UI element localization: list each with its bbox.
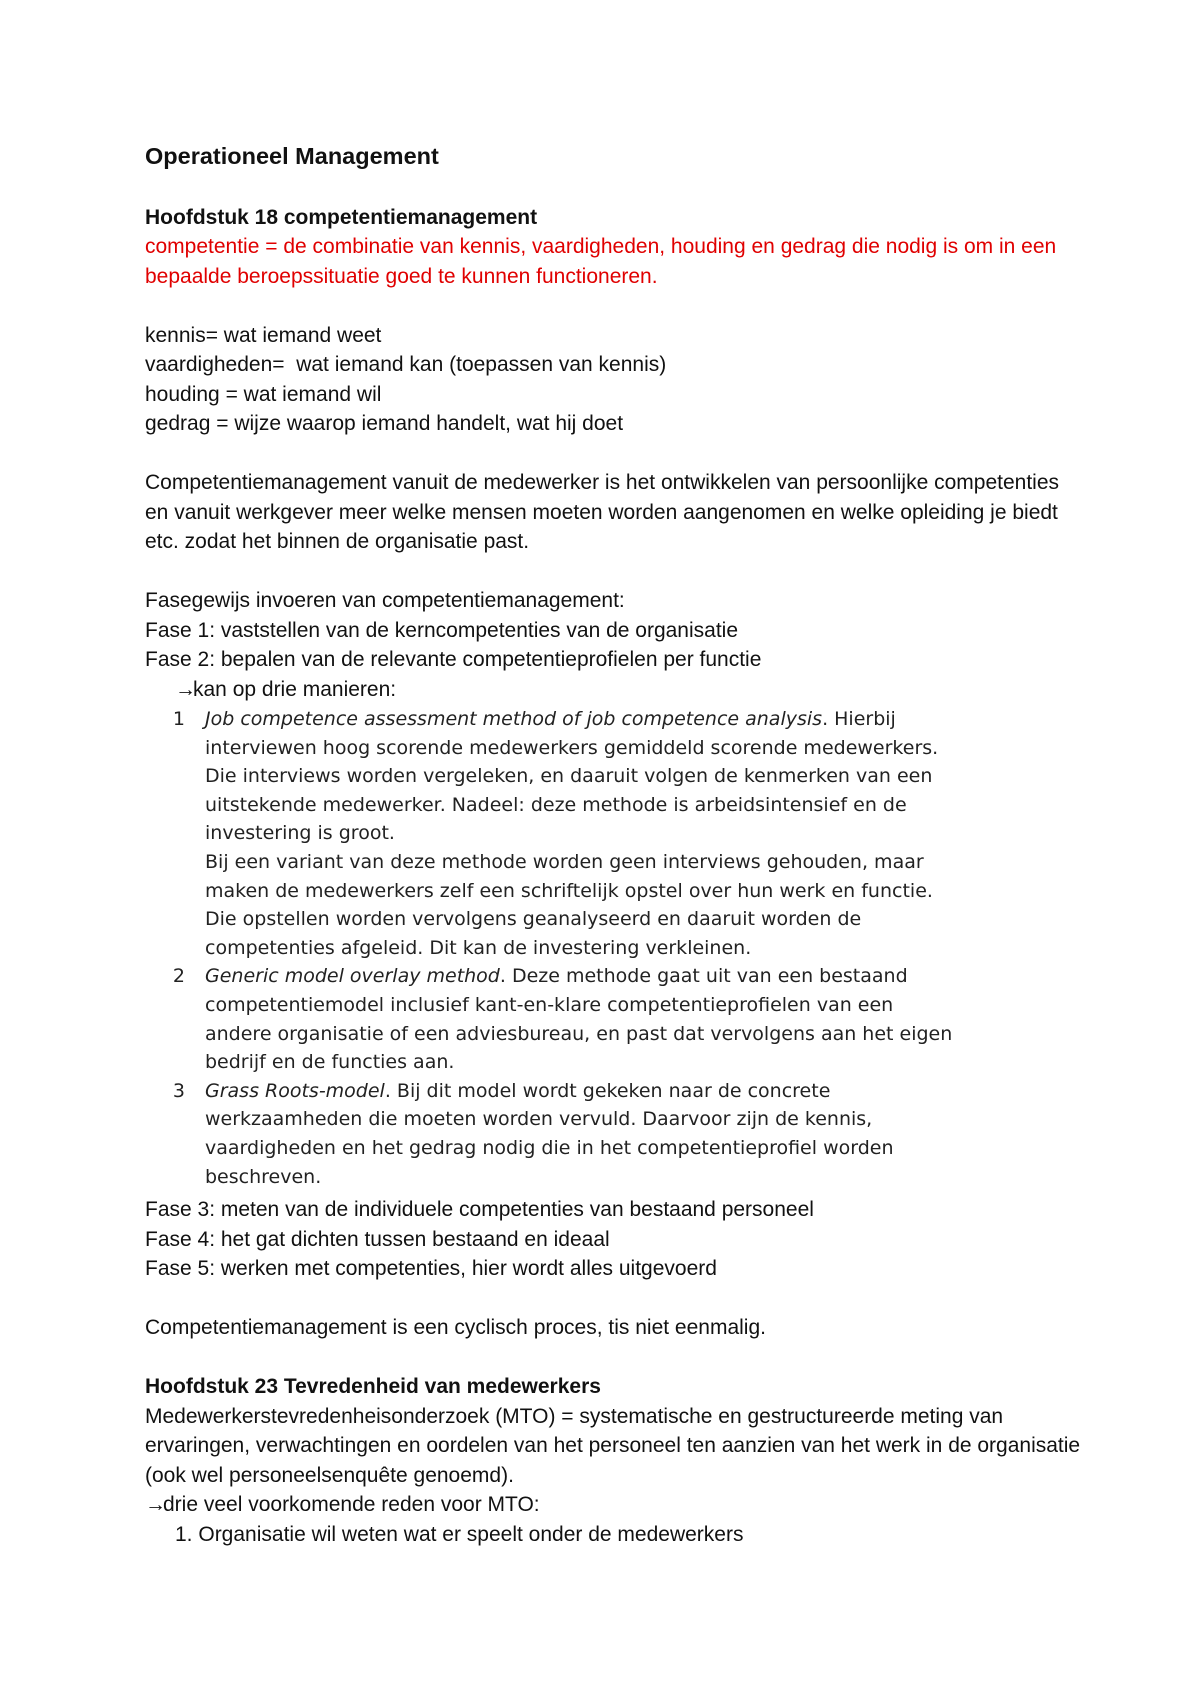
cyclic-process-note: Competentiemanagement is een cyclisch proces, tis niet eenmalig. xyxy=(145,1316,766,1340)
phase-1: Fase 1: vaststellen van de kerncompetenties van de organisatie xyxy=(145,618,739,642)
method-name: Job competence assessment method of job competence analysis xyxy=(205,708,823,730)
phase-2: Fase 2: bepalen van de relevante competentieprofielen per functie xyxy=(145,648,762,671)
method-number: 1 xyxy=(172,708,185,730)
phase-4: Fase 4: het gat dichten tussen bestaand en ideaal xyxy=(145,1227,610,1251)
term-gedrag: gedrag = wijze waarop iemand handelt, wat hij doet xyxy=(145,412,624,435)
list-item xyxy=(145,1520,1085,1550)
term-vaardigheden: vaardigheden= wat iemand kan (toepassen van kennis) xyxy=(145,353,667,376)
list-number: 1. xyxy=(175,1522,193,1546)
arrow-right-icon: → xyxy=(175,677,196,701)
term-kennis: kennis= wat iemand weet xyxy=(145,323,382,347)
competentie-definition: competentie = de combinatie van kennis, vaardigheden, houding en gedrag die nodig is om in een bepaalde beroepssituatie goed te kunnen functioneren. xyxy=(145,235,1057,288)
arrow-line-mto xyxy=(145,1490,1085,1520)
method-description: . Hierbij interviewen hoog scorende medewerkers gemiddeld scorende medewerkers. Die interviews worden vergeleken, en daaruit volgen de kenmerken van een uitstekende medewerker. Nadeel: deze methode is arbeidsintensief en de investering is groot. xyxy=(205,708,939,845)
arrow-line-text: kan op drie manieren: xyxy=(193,677,397,701)
arrow-line-text: drie veel voorkomende reden voor MTO: xyxy=(163,1493,540,1517)
method-extra: Bij een variant van deze methode worden geen interviews gehouden, maar maken de medewerkers zelf een schriftelijk opstel over hun werk en functie. Die opstellen worden vervolgens geanalyseerd en daaruit worden de competenties afgeleid. Dit kan de investering verkleinen. xyxy=(205,850,933,959)
document-body xyxy=(145,142,1085,1549)
method-name: Grass Roots-model xyxy=(205,1079,385,1102)
mto-definition: Medewerkerstevredenheisonderzoek (MTO) = systematische en gestructureerde meting van ervaringen, verwachtingen en oordelen van het personeel ten aanzien van het werk in de organisatie (ook wel personeelsenquête genoemd). xyxy=(145,1404,1081,1487)
methods-scan-excerpt xyxy=(145,705,1085,1191)
phases-intro: Fasegewijs invoeren van competentiemanagement: xyxy=(145,589,625,612)
method-number: 2 xyxy=(172,965,185,988)
document-title: Operationeel Management xyxy=(145,143,439,169)
method-description: . Bij dit model wordt gekeken naar de concrete werkzaamheden die moeten worden vervuld. Daarvoor zijn de kennis, vaardigheden en het gedrag nodig die in het competentieprofiel worden beschreven. xyxy=(205,1079,894,1188)
method-item xyxy=(145,962,1085,1076)
arrow-right-icon: → xyxy=(145,1493,166,1517)
chapter-23-heading: Hoofdstuk 23 Tevredenheid van medewerkers xyxy=(145,1375,601,1399)
method-name: Generic model overlay method xyxy=(205,965,500,988)
method-item xyxy=(145,1077,1085,1191)
term-houding: houding = wat iemand wil xyxy=(145,382,382,406)
phase-5: Fase 5: werken met competenties, hier wordt alles uitgevoerd xyxy=(145,1257,717,1281)
competentiemanagement-paragraph: Competentiemanagement vanuit de medewerker is het ontwikkelen van persoonlijke competenties en vanuit werkgever meer welke mensen moeten worden aangenomen en welke opleiding je biedt etc. zodat het binnen de organisatie past. xyxy=(145,471,1060,553)
method-description: . Deze methode gaat uit van een bestaand competentiemodel inclusief kant-en-klare competentieprofielen van een andere organisatie of een adviesbureau, en past dat vervolgens aan het eigen bedrijf en de functies aan. xyxy=(205,965,953,1074)
list-text: Organisatie wil weten wat er speelt onder de medewerkers xyxy=(198,1522,744,1546)
method-item xyxy=(145,705,1085,962)
phase-3: Fase 3: meten van de individuele competenties van bestaand personeel xyxy=(145,1198,814,1222)
chapter-18-heading: Hoofdstuk 18 competentiemanagement xyxy=(145,205,538,229)
arrow-line-methods xyxy=(145,675,1085,705)
method-number: 3 xyxy=(172,1079,185,1102)
